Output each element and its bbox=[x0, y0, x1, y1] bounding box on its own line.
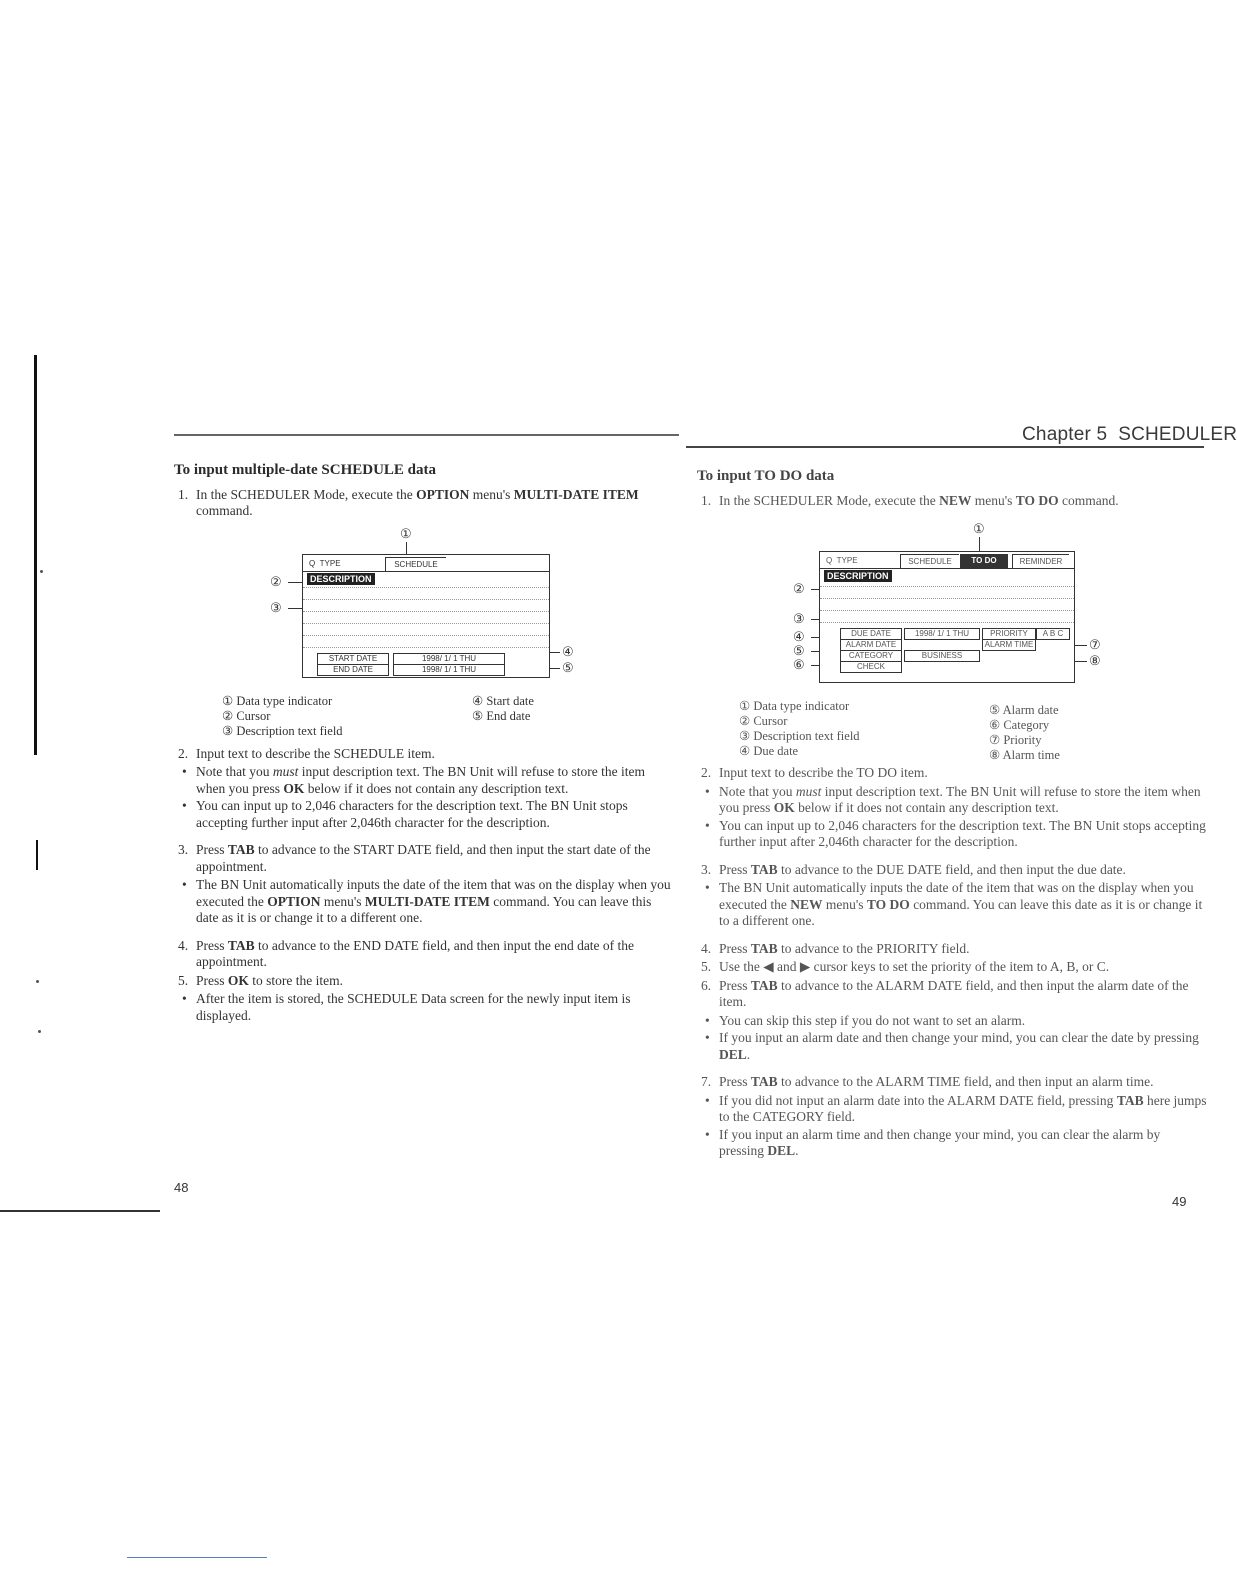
callout-3: ③ bbox=[270, 599, 282, 615]
todo-screen-diagram bbox=[697, 515, 1207, 685]
right-bullet-2a: • Note that you must input description text. The BN Unit will refuse to store the item when you press OK below if it does not contain any description text. bbox=[697, 784, 1207, 817]
category-label: CATEGORY bbox=[840, 650, 902, 662]
due-date-label: DUE DATE bbox=[840, 628, 902, 640]
legend-item: ⑤ End date bbox=[472, 708, 531, 723]
scan-bottom-line bbox=[0, 1210, 160, 1212]
priority-value: A B C bbox=[1036, 628, 1070, 640]
header-rule-left bbox=[174, 434, 679, 436]
callout-8: ⑧ bbox=[1089, 653, 1101, 668]
todo-screen bbox=[819, 551, 1075, 683]
left-bullet-5a: • After the item is stored, the SCHEDULE Data screen for the newly input item is displayed. bbox=[174, 991, 674, 1024]
left-section-title: To input multiple-date SCHEDULE data bbox=[174, 462, 437, 478]
check-label: CHECK bbox=[840, 661, 902, 673]
legend-item: ② Cursor bbox=[222, 708, 271, 723]
end-date-label: END DATE bbox=[317, 664, 389, 676]
reminder-tab: REMINDER bbox=[1012, 554, 1069, 569]
legend-item: ⑧ Alarm time bbox=[989, 748, 1060, 762]
right-step-6: 6. Press TAB to advance to the ALARM DATE field, and then input the alarm date of the item. bbox=[701, 977, 1189, 1009]
right-step-5: 5. Use the ◀ and ▶ cursor keys to set the priority of the item to A, B, or C. bbox=[701, 959, 1110, 974]
right-bullet-6b: • If you input an alarm date and then change your mind, you can clear the date by pressing DEL. bbox=[697, 1030, 1207, 1063]
left-bullet-2b: • You can input up to 2,046 characters for the description text. The BN Unit stops accepting further input after 2,046th character for the description. bbox=[174, 798, 674, 831]
alarm-time-label: ALARM TIME bbox=[982, 639, 1036, 651]
callout-5: ⑤ bbox=[793, 643, 805, 658]
category-value: BUSINESS bbox=[904, 650, 980, 662]
callout-2-leader bbox=[288, 582, 302, 583]
callout-3-leader bbox=[288, 608, 302, 609]
section-label: SCHEDULER bbox=[1118, 424, 1237, 445]
right-bullet-6a: • You can skip this step if you do not want to set an alarm. bbox=[697, 1013, 1207, 1030]
page-number-left: 48 bbox=[174, 1180, 189, 1195]
header-rule-right bbox=[686, 446, 1204, 448]
scan-speck bbox=[40, 570, 43, 573]
alarm-date-label: ALARM DATE bbox=[840, 639, 902, 651]
legend-item: ⑤ Alarm date bbox=[989, 703, 1059, 717]
callout-1: ① bbox=[400, 525, 412, 541]
right-step-2: 2. Input text to describe the TO DO item. bbox=[701, 765, 928, 780]
right-bullet-7a: • If you did not input an alarm date into the ALARM DATE field, pressing TAB here jumps to the CATEGORY field. bbox=[697, 1093, 1207, 1126]
description-label: DESCRIPTION bbox=[824, 570, 892, 582]
legend-item: ④ Due date bbox=[739, 744, 799, 758]
schedule-screen bbox=[302, 554, 550, 678]
right-bullet-3a: • The BN Unit automatically inputs the date of the item that was on the display when you executed the NEW menu's TO DO command. You can leave this date as it is or change it to a different one. bbox=[697, 880, 1207, 930]
start-date-value: 1998/ 1/ 1 THU bbox=[393, 653, 505, 665]
right-bullet-7b: • If you input an alarm time and then change your mind, you can clear the alarm by pressing DEL. bbox=[697, 1127, 1207, 1160]
start-date-label: START DATE bbox=[317, 653, 389, 665]
schedule-tab: SCHEDULE bbox=[900, 554, 959, 569]
legend-item: ④ Start date bbox=[472, 693, 534, 708]
priority-label: PRIORITY bbox=[982, 628, 1036, 640]
callout-5: ⑤ bbox=[562, 659, 574, 675]
right-step-1: 1. In the SCHEDULER Mode, execute the NEW menu's TO DO command. bbox=[701, 492, 1119, 508]
chapter-header bbox=[1022, 424, 1237, 446]
page-number-right: 49 bbox=[1172, 1194, 1187, 1209]
type-field: Q TYPE bbox=[826, 556, 858, 565]
legend-item: ① Data type indicator bbox=[222, 693, 333, 708]
left-step-1: 1. In the SCHEDULER Mode, execute the OPTION menu's MULTI-DATE ITEM command. bbox=[178, 486, 639, 518]
callout-2: ② bbox=[270, 573, 282, 589]
scan-edge-bar-small bbox=[36, 840, 38, 870]
left-page bbox=[174, 462, 674, 1025]
step-number: 1. bbox=[178, 486, 189, 502]
right-step-3: 3. Press TAB to advance to the DUE DATE field, and then input the due date. bbox=[701, 861, 1126, 877]
right-section-title: To input TO DO data bbox=[697, 468, 835, 484]
left-step-3: 3. Press TAB to advance to the START DATE field, and then input the start date of the appointment. bbox=[178, 842, 651, 874]
legend-item: ② Cursor bbox=[739, 714, 788, 728]
schedule-screen-diagram bbox=[174, 526, 674, 684]
right-bullet-2b: • You can input up to 2,046 characters for the description text. The BN Unit stops accepting further input after 2,046th character for the description. bbox=[697, 818, 1207, 851]
legend-item: ⑦ Priority bbox=[989, 733, 1042, 747]
legend-item: ① Data type indicator bbox=[739, 699, 850, 713]
callout-2: ② bbox=[793, 581, 805, 596]
callout-4: ④ bbox=[793, 629, 805, 644]
left-step-2: 2. Input text to describe the SCHEDULE item. bbox=[178, 745, 435, 761]
right-legend bbox=[739, 699, 1207, 765]
legend-item: ③ Description text field bbox=[222, 723, 343, 738]
callout-4: ④ bbox=[562, 643, 574, 659]
type-field: Q TYPE bbox=[309, 558, 341, 568]
scan-edge-bar bbox=[34, 355, 37, 755]
left-bullet-2a: • Note that you must input description text. The BN Unit will refuse to store the item when you press OK below if it does not contain any description text. bbox=[174, 764, 674, 797]
chapter-label: Chapter 5 bbox=[1022, 424, 1108, 445]
scan-speck bbox=[38, 1030, 41, 1033]
description-label: DESCRIPTION bbox=[307, 573, 375, 585]
right-page bbox=[697, 468, 1207, 1161]
left-step-4: 4. Press TAB to advance to the END DATE field, and then input the end date of the appointment. bbox=[178, 937, 635, 969]
right-step-7: 7. Press TAB to advance to the ALARM TIME field, and then input an alarm time. bbox=[701, 1074, 1154, 1089]
callout-6: ⑥ bbox=[793, 657, 805, 672]
due-date-value: 1998/ 1/ 1 THU bbox=[904, 628, 980, 640]
schedule-tab: SCHEDULE bbox=[385, 557, 446, 572]
callout-3: ③ bbox=[793, 611, 805, 626]
callout-1-leader bbox=[979, 537, 980, 551]
legend-item: ③ Description text field bbox=[739, 729, 860, 743]
scan-speck bbox=[36, 980, 39, 983]
scan-blue-line bbox=[127, 1557, 267, 1558]
end-date-value: 1998/ 1/ 1 THU bbox=[393, 664, 505, 676]
legend-item: ⑥ Category bbox=[989, 718, 1050, 732]
callout-7: ⑦ bbox=[1089, 637, 1101, 652]
left-legend bbox=[222, 694, 674, 746]
left-bullet-3a: • The BN Unit automatically inputs the date of the item that was on the display when you executed the OPTION menu's MULTI-DATE ITEM command. You can leave this date as it is or change it to a different one. bbox=[174, 877, 674, 927]
callout-1-leader bbox=[406, 542, 407, 554]
todo-tab: TO DO bbox=[960, 554, 1008, 568]
right-step-4: 4. Press TAB to advance to the PRIORITY field. bbox=[701, 940, 970, 956]
callout-1: ① bbox=[973, 521, 985, 536]
left-step-5: 5. Press OK to store the item. bbox=[178, 972, 344, 988]
